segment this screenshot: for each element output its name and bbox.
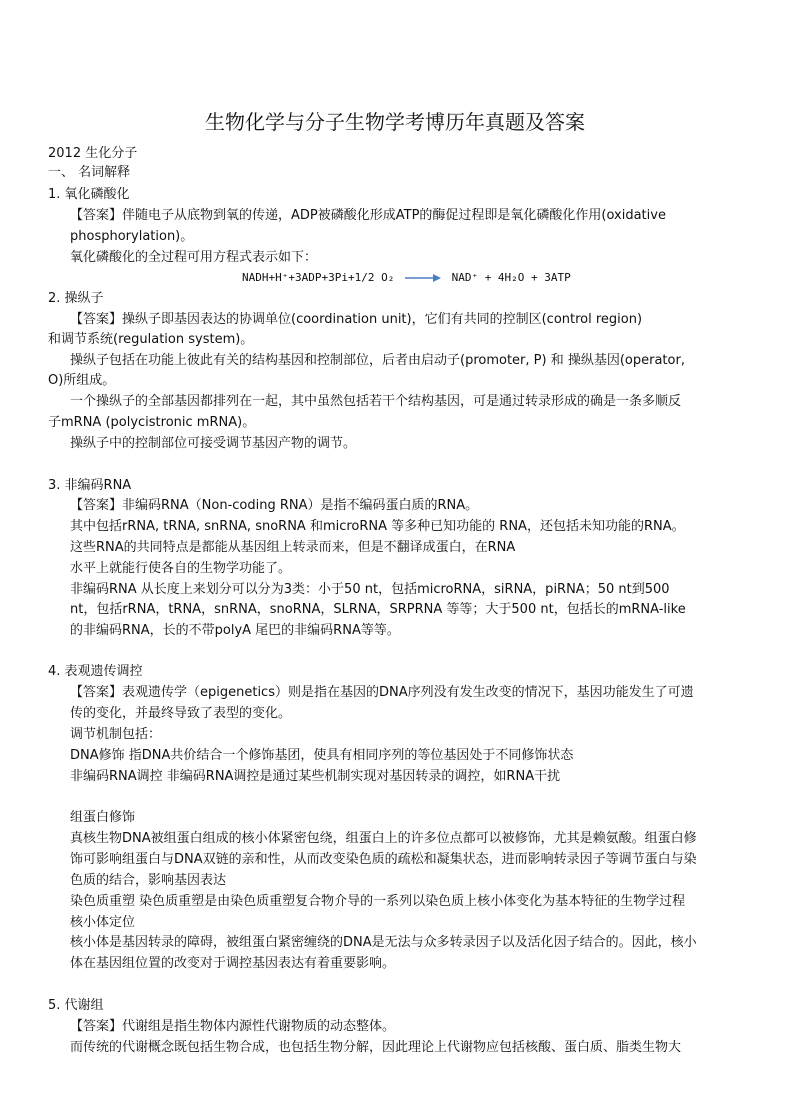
answer-4-line-3: 调节机制包括： [70, 727, 162, 742]
answer-4-line-9: 色质的结合，影响基因表达 [70, 873, 227, 888]
answer-4-line-8: 饰可影响组蛋白与DNA双链的亲和性，从而改变染色质的疏松和凝集状态，进而影响转录因子等调节蛋白与染 [70, 852, 697, 867]
exam-year-label: 2012 生化分子 [48, 146, 138, 161]
answer-3-line-1: 【答案】非编码RNA（Non-coding RNA）是指不编码蛋白质的RNA。 [70, 498, 479, 513]
question-heading-2: 2. 操纵子 [48, 291, 104, 306]
answer-5-line-2: 而传统的代谢概念既包括生物合成，也包括生物分解，因此理论上代谢物应包括核酸、蛋白质、脂类生物大 [70, 1040, 682, 1055]
answer-2-line-5: 一个操纵子的全部基因都排列在一起，其中虽然包括若干个结构基因，可是通过转录形成的确是一条多顺反 [70, 394, 682, 409]
question-heading-5: 5. 代谢组 [48, 998, 104, 1013]
answer-4-line-6: 组蛋白修饰 [70, 810, 136, 825]
answer-3-line-4: 水平上就能行使各自的生物学功能了。 [70, 561, 292, 576]
answer-4-line-4: DNA修饰 指DNA共价结合一个修饰基团，使具有相同序列的等位基因处于不同修饰状态 [70, 748, 574, 763]
answer-4-line-1: 【答案】表观遗传学（epigenetics）则是指在基因的DNA序列没有发生改变的情况下，基因功能发生了可遗 [70, 685, 694, 700]
answer-4-line-5: 非编码RNA调控 非编码RNA调控是通过某些机制实现对基因转录的调控，如RNA干扰 [70, 769, 561, 784]
answer-4-line-7: 真核生物DNA被组蛋白组成的核小体紧密包绕，组蛋白上的许多位点都可以被修饰，尤其是赖氨酸。组蛋白修 [70, 831, 697, 846]
page-title: 生物化学与分子生物学考博历年真题及答案 [205, 110, 585, 134]
answer-1-line-2: phosphorylation)。 [70, 229, 194, 244]
answer-2-line-4: O)所组成。 [48, 373, 116, 388]
equation-reactants: NADH+H⁺+3ADP+3Pi+1/2 O₂ [242, 271, 395, 284]
answer-3-line-2: 其中包括rRNA, tRNA, snRNA, snoRNA 和microRNA 等多种已知功能的 RNA，还包括未知功能的RNA。 [70, 519, 685, 534]
equation-products: NAD⁺ + 4H₂O + 3ATP [451, 271, 571, 284]
answer-3-line-5: 非编码RNA 从长度上来划分可以分为3类：小于50 nt，包括microRNA，siRNA，piRNA；50 nt到500 [70, 582, 670, 597]
answer-4-line-10: 染色质重塑 染色质重塑是由染色质重塑复合物介导的一系列以染色质上核小体变化为基本特征的生物学过程 [70, 894, 686, 909]
answer-5-line-1: 【答案】代谢组是指生物体内源性代谢物质的动态整体。 [70, 1019, 396, 1034]
answer-4-line-11: 核小体定位 [70, 915, 136, 930]
answer-2-line-3: 操纵子包括在功能上彼此有关的结构基因和控制部位，后者由启动子(promoter, P) 和 操纵基因(operator, [70, 353, 685, 368]
answer-3-line-3: 这些RNA的共同特点是都能从基因组上转录而来，但是不翻译成蛋白，在RNA [70, 540, 516, 555]
answer-3-line-7: 的非编码RNA，长的不带polyA 尾巴的非编码RNA等等。 [70, 623, 400, 638]
answer-2-line-7: 操纵子中的控制部位可接受调节基因产物的调节。 [70, 436, 357, 451]
answer-3-line-6: nt，包括rRNA，tRNA，snRNA，snoRNA，SLRNA，SRPRNA 等等；大于500 nt，包括长的mRNA-like [70, 602, 686, 617]
question-heading-1: 1. 氧化磷酸化 [48, 187, 130, 202]
answer-1-line-1: 【答案】伴随电子从底物到氧的传递，ADP被磷酸化形成ATP的酶促过程即是氧化磷酸化作用(oxidative [70, 208, 666, 223]
answer-1-line-3: 氧化磷酸化的全过程可用方程式表示如下： [70, 250, 318, 265]
reaction-arrow-icon [405, 273, 441, 283]
answer-4-line-13: 体在基因组位置的改变对于调控基因表达有着重要影响。 [70, 956, 396, 971]
question-heading-3: 3. 非编码RNA [48, 478, 132, 493]
question-heading-4: 4. 表观遗传调控 [48, 664, 143, 679]
section-heading: 一、 名词解释 [48, 165, 131, 180]
answer-4-line-12: 核小体是基因转录的障碍，被组蛋白紧密缠绕的DNA是无法与众多转录因子以及活化因子结合的。因此，核小 [70, 935, 697, 950]
reaction-equation [242, 270, 571, 286]
answer-4-line-2: 传的变化，并最终导致了表型的变化。 [70, 706, 292, 721]
answer-2-line-2: 和调节系统(regulation system)。 [48, 332, 254, 347]
answer-2-line-1: 【答案】操纵子即基因表达的协调单位(coordination unit)，它们有共同的控制区(control region) [70, 312, 643, 327]
answer-2-line-6: 子mRNA (polycistronic mRNA)。 [48, 415, 256, 430]
